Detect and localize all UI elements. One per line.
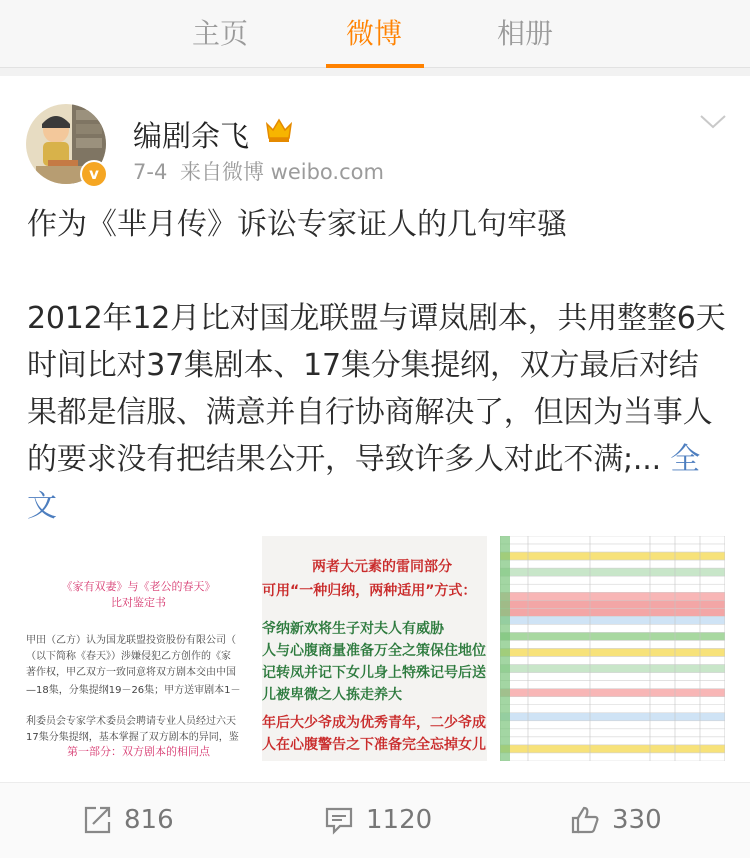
post-image-elements[interactable]	[262, 536, 487, 761]
post-image-document[interactable]	[26, 536, 251, 761]
doc-image-line: 著作权，甲乙双方一致同意将双方剧本交由中国	[26, 667, 236, 678]
post-action-bar	[0, 782, 750, 858]
doc-image-line: 甲田（乙方）认为国龙联盟投资股份有限公司（	[26, 635, 236, 646]
spreadsheet-row	[500, 544, 725, 552]
doc-image-line: 利委员会专家学术委员会聘请专业人员经过六天	[26, 716, 236, 727]
spreadsheet-row	[500, 624, 725, 632]
spreadsheet-illustration	[500, 536, 725, 761]
spreadsheet-row	[500, 576, 725, 584]
spreadsheet-row	[500, 681, 725, 689]
spreadsheet-row	[500, 721, 725, 729]
doc-image-section: 第一部分：双方剧本的相同点	[67, 745, 210, 758]
verified-badge-icon: v	[80, 160, 108, 188]
spreadsheet-row	[500, 584, 725, 592]
author-name[interactable]: 编剧余飞	[133, 119, 250, 153]
spreadsheet-row	[500, 753, 725, 761]
profile-tab-bar	[0, 0, 750, 68]
post-meta	[133, 156, 384, 186]
doc-image-line: —18集，分集提纲19－26集；甲方送审剧本1－	[26, 685, 241, 696]
spreadsheet-row	[500, 665, 725, 673]
spreadsheet-row	[500, 592, 725, 600]
spreadsheet-row	[500, 729, 725, 737]
spreadsheet-row	[500, 568, 725, 576]
spreadsheet-row	[500, 600, 725, 608]
elements-image-line: 人在心腹警告之下准备完全忘掉女儿	[262, 737, 486, 753]
spreadsheet-row	[500, 713, 725, 721]
comment-icon	[324, 805, 354, 839]
spreadsheet-row	[500, 616, 725, 624]
comment-count: 1120	[366, 805, 433, 835]
spreadsheet-marker-strip	[500, 536, 510, 761]
elements-image-line: 儿被卑微之人拣走养大	[262, 687, 402, 703]
spreadsheet-row	[500, 632, 725, 640]
full-text-link[interactable]: 全文	[27, 442, 701, 524]
spreadsheet-row	[500, 536, 725, 544]
elements-image-subtitle: 可用“一种归纳，两种适用”方式：	[262, 583, 477, 599]
active-tab-indicator	[326, 64, 424, 68]
vip-crown-icon	[264, 116, 294, 148]
spreadsheet-row	[500, 745, 725, 753]
post-title: 作为《芈月传》诉讼专家证人的几句牢骚	[27, 207, 567, 242]
elements-image-line: 人与心腹商量准备万全之策保住地位	[262, 643, 486, 659]
tab-weibo[interactable]: 微博	[346, 17, 403, 50]
spreadsheet-row	[500, 697, 725, 705]
repost-icon	[82, 805, 112, 839]
elements-image-title: 两者大元素的雷同部分	[312, 559, 452, 575]
spreadsheet-row	[500, 608, 725, 616]
post-content	[27, 201, 727, 530]
elements-image-line: 爷纳新欢将生子对夫人有威胁	[262, 621, 444, 637]
thumbs-up-icon	[570, 805, 600, 839]
spreadsheet-row	[500, 673, 725, 681]
chevron-down-icon[interactable]	[698, 112, 728, 136]
spreadsheet-row	[500, 552, 725, 560]
tab-album[interactable]: 相册	[497, 17, 554, 50]
spreadsheet-row	[500, 560, 725, 568]
spreadsheet-row	[500, 649, 725, 657]
spreadsheet-row	[500, 657, 725, 665]
doc-image-title: 《家有双妻》与《老公的春天》	[61, 580, 216, 593]
tab-home[interactable]: 主页	[192, 17, 249, 50]
weibo-post-card	[0, 76, 750, 858]
spreadsheet-row	[500, 737, 725, 745]
post-date: 7-4	[133, 160, 168, 184]
spreadsheet-row	[500, 705, 725, 713]
post-source: 来自微博 weibo.com	[180, 160, 384, 184]
doc-image-line: （以下简称《春天》）涉嫌侵犯乙方创作的《家	[26, 651, 231, 662]
post-body	[27, 295, 727, 530]
doc-image-subtitle: 比对鉴定书	[111, 596, 166, 609]
doc-image-line: 17集分集提纲，基本掌握了双方剧本的异同，鉴	[26, 732, 239, 743]
like-count: 330	[612, 805, 662, 835]
elements-image-line: 记转凤并记下女儿身上特殊记号后送	[262, 665, 486, 681]
repost-count: 816	[124, 805, 174, 835]
spreadsheet-row	[500, 689, 725, 697]
post-body-text: 2012年12月比对国龙联盟与谭岚剧本，共用整整6天时间比对37集剧本、17集分集提纲，双方最后对结果都是信服、满意并自行协商解决了，但因为当事人的要求没有把结果公开，导致许多人对此不满;...	[27, 301, 726, 477]
spreadsheet-row	[500, 640, 725, 648]
post-image-spreadsheet[interactable]	[500, 536, 725, 761]
elements-image-line: 年后大少爷成为优秀青年，二少爷成	[262, 715, 486, 731]
